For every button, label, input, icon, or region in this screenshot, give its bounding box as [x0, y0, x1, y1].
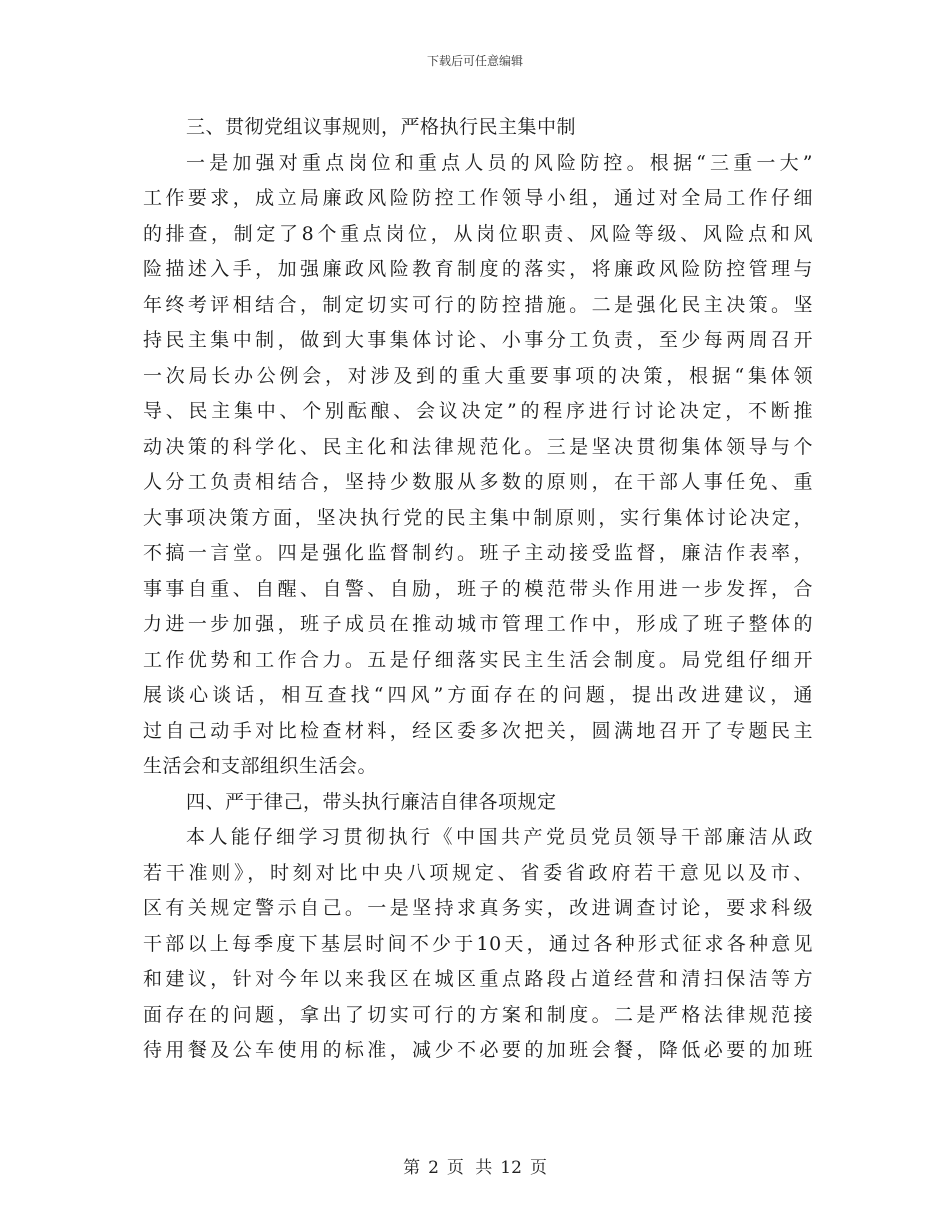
section-heading-3 — [143, 110, 813, 146]
text-line: 持民主集中制，做到大事集体讨论、小事分工负责，至少每两周召开 — [143, 329, 813, 351]
footer-page-number: 2 — [428, 1158, 439, 1178]
text-line: 展谈心谈话，相互查找“四风”方面存在的问题，提出改进建议，通 — [143, 684, 813, 706]
text-line: 一次局长办公例会，对涉及到的重大重要事项的决策，根据“集体领 — [143, 364, 813, 387]
text-line: 待用餐及公车使用的标准，减少不必要的加班会餐，降低必要的加班 — [143, 1039, 813, 1061]
footer-suffix: 页 — [529, 1158, 547, 1178]
text-line: 力进一步加强，班子成员在推动城市管理工作中，形成了班子整体的 — [143, 613, 813, 635]
text-line: 和建议，针对今年以来我区在城区重点路段占道经营和清扫保洁等方 — [143, 968, 813, 990]
document-body — [143, 110, 813, 1069]
footer-mid: 页 共 — [446, 1158, 493, 1178]
text-line: 干部以上每季度下基层时间不少于10天，通过各种形式征求各种意见 — [143, 932, 813, 955]
text-line: 区有关规定警示自己。一是坚持求真务实，改进调查讨论，要求科级 — [143, 897, 813, 919]
text-line: 险描述入手，加强廉政风险教育制度的落实，将廉政风险防控管理与 — [143, 258, 813, 280]
text-line: 工作要求，成立局廉政风险防控工作领导小组，通过对全局工作仔细 — [143, 187, 813, 209]
text-line: 的排查，制定了8个重点岗位，从岗位职责、风险等级、风险点和风 — [143, 222, 813, 245]
section-heading-4 — [143, 785, 813, 821]
text-line: 面存在的问题，拿出了切实可行的方案和制度。二是严格法律规范接 — [143, 1003, 813, 1026]
footer-prefix: 第 — [403, 1158, 421, 1178]
paragraph-section-4 — [143, 820, 813, 1069]
heading-line: 四、严于律己，带头执行廉洁自律各项规定 — [186, 790, 557, 813]
text-line: 导、民主集中、个别酝酿、会议决定”的程序进行讨论决定，不断推 — [143, 400, 813, 422]
text-line: 生活会和支部组织生活会。 — [143, 755, 378, 777]
text-line: 大事项决策方面，坚决执行党的民主集中制原则，实行集体讨论决定， — [143, 506, 813, 529]
text-line: 人分工负责相结合，坚持少数服从多数的原则，在干部人事任免、重 — [143, 471, 813, 493]
text-line: 若干准则》，时刻对比中央八项规定、省委省政府若干意见以及市、 — [143, 861, 813, 884]
text-line: 一是加强对重点岗位和重点人员的风险防控。根据“三重一大” — [186, 151, 813, 174]
text-line: 动决策的科学化、民主化和法律规范化。三是坚决贯彻集体领导与个 — [143, 435, 813, 458]
text-line: 不搞一言堂。四是强化监督制约。班子主动接受监督，廉洁作表率， — [143, 542, 813, 564]
page-header: 下载后可任意编辑 — [426, 54, 523, 68]
footer-total-pages: 12 — [500, 1158, 522, 1178]
page-footer — [0, 1153, 950, 1178]
text-line: 本人能仔细学习贯彻执行《中国共产党员党员领导干部廉洁从政 — [186, 826, 813, 848]
heading-line: 三、贯彻党组议事规则，严格执行民主集中制 — [186, 116, 577, 138]
text-line: 事事自重、自醒、自警、自励，班子的模范带头作用进一步发挥，合 — [143, 577, 813, 600]
text-line: 工作优势和工作合力。五是仔细落实民主生活会制度。局党组仔细开 — [143, 648, 813, 671]
text-line: 年终考评相结合，制定切实可行的防控措施。二是强化民主决策。坚 — [143, 293, 813, 316]
paragraph-section-3 — [143, 146, 813, 785]
text-line: 过自己动手对比检查材料，经区委多次把关，圆满地召开了专题民主 — [143, 719, 813, 742]
